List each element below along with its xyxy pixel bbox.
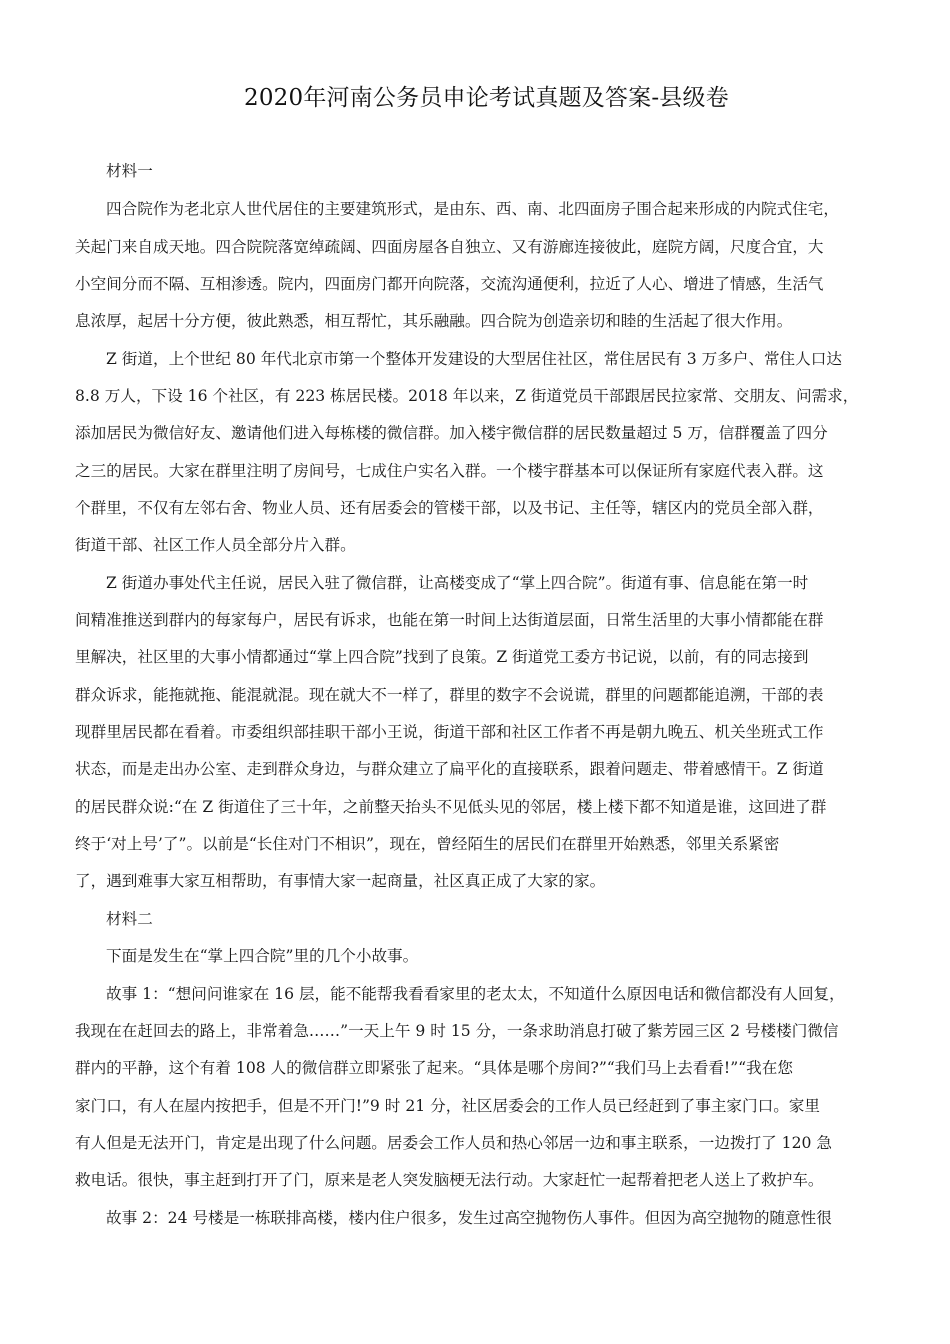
text-line: 之三的居民。大家在群里注明了房间号，七成住户实名入群。一个楼宇群基本可以保证所有家庭代表入群。这 xyxy=(75,462,824,480)
text-line: 状态，而是走出办公室、走到群众身边，与群众建立了扁平化的直接联系，跟着问题走、带着感情干。Z 街道 xyxy=(75,760,824,778)
text-line: 群众诉求，能拖就拖、能混就混。现在就大不一样了，群里的数字不会说谎，群里的问题都能追溯，干部的表 xyxy=(75,686,824,704)
text-line: 我现在在赶回去的路上，非常着急……”一天上午 9 时 15 分，一条求助消息打破了紫芳园三区 2 号楼楼门微信 xyxy=(75,1022,839,1040)
text-line: 群内的平静，这个有着 108 人的微信群立即紧张了起来。“具体是哪个房间?”“我们马上去看看!”“我在您 xyxy=(75,1059,793,1077)
text-line: 四合院作为老北京人世代居住的主要建筑形式，是由东、西、南、北四面房子围合起来形成的内院式住宅， xyxy=(106,200,839,218)
text-line: Z 街道办事处代主任说，居民入驻了微信群，让高楼变成了“掌上四合院”。街道有事、信息能在第一时 xyxy=(106,574,809,592)
text-line: 间精准推送到群内的每家每户，居民有诉求，也能在第一时间上达街道层面，日常生活里的大事小情都能在群 xyxy=(75,611,824,629)
text-line: 个群里，不仅有左邻右舍、物业人员、还有居委会的管楼干部，以及书记、主任等，辖区内的党员全部入群， xyxy=(75,499,824,517)
text-line: 里解决，社区里的大事小情都通过“掌上四合院”找到了良策。Z 街道党工委方书记说，以前，有的同志接到 xyxy=(75,648,809,666)
text-line: 救电话。很快，事主赶到打开了门，原来是老人突发脑梗无法行动。大家赶忙一起帮着把老人送上了救护车。 xyxy=(75,1171,824,1189)
section-heading-material-2: 材料二 xyxy=(106,910,153,928)
text-line: 小空间分而不隔、互相渗透。院内，四面房门都开向院落，交流沟通便利，拉近了人心、增进了情感，生活气 xyxy=(75,275,824,293)
text-line: 故事 1：“想问问谁家在 16 层，能不能帮我看看家里的老太太，不知道什么原因电话和微信都没有人回复， xyxy=(106,985,845,1003)
text-line: 家门口，有人在屋内按把手，但是不开门!”9 时 21 分，社区居委会的工作人员已经赶到了事主家门口。家里 xyxy=(75,1097,820,1115)
text-line: 的居民群众说:“在 Z 街道住了三十年，之前整天抬头不见低头见的邻居，楼上楼下都不知道是谁，这回进了群 xyxy=(75,798,827,816)
text-line: 故事 2：24 号楼是一栋联排高楼，楼内住户很多，发生过高空抛物伤人事件。但因为高空抛物的随意性很 xyxy=(106,1209,832,1227)
section-heading-material-1: 材料一 xyxy=(106,162,153,180)
text-line: 息浓厚，起居十分方便，彼此熟悉，相互帮忙，其乐融融。四合院为创造亲切和睦的生活起了很大作用。 xyxy=(75,312,793,330)
text-line: 下面是发生在“掌上四合院”里的几个小故事。 xyxy=(106,947,419,965)
text-line: Z 街道，上个世纪 80 年代北京市第一个整体开发建设的大型居住社区，常住居民有 3 万多户、常住人口达 xyxy=(106,350,842,368)
text-line: 有人但是无法开门，肯定是出现了什么问题。居委会工作人员和热心邻居一边和事主联系，一边拨打了 120 急 xyxy=(75,1134,832,1152)
text-line: 8.8 万人，下设 16 个社区，有 223 栋居民楼。2018 年以来，Z 街道党员干部跟居民拉家常、交朋友、问需求， xyxy=(75,387,859,405)
text-line: 关起门来自成天地。四合院院落宽绰疏阔、四面房屋各自独立、又有游廊连接彼此，庭院方阔，尺度合宜，大 xyxy=(75,238,824,256)
text-line: 终于‘对上号’了”。以前是“长住对门不相识”，现在，曾经陌生的居民们在群里开始熟悉，邻里关系紧密 xyxy=(75,835,780,853)
text-line: 街道干部、社区工作人员全部分片入群。 xyxy=(75,536,356,554)
page-title: 2020年河南公务员申论考试真题及答案-县级卷 xyxy=(244,85,729,111)
text-line: 现群里居民都在看着。市委组织部挂职干部小王说，街道干部和社区工作者不再是朝九晚五、机关坐班式工作 xyxy=(75,723,824,741)
text-line: 添加居民为微信好友、邀请他们进入每栋楼的微信群。加入楼宇微信群的居民数量超过 5 万，信群覆盖了四分 xyxy=(75,424,828,442)
text-line: 了，遇到难事大家互相帮助，有事情大家一起商量，社区真正成了大家的家。 xyxy=(75,872,606,890)
